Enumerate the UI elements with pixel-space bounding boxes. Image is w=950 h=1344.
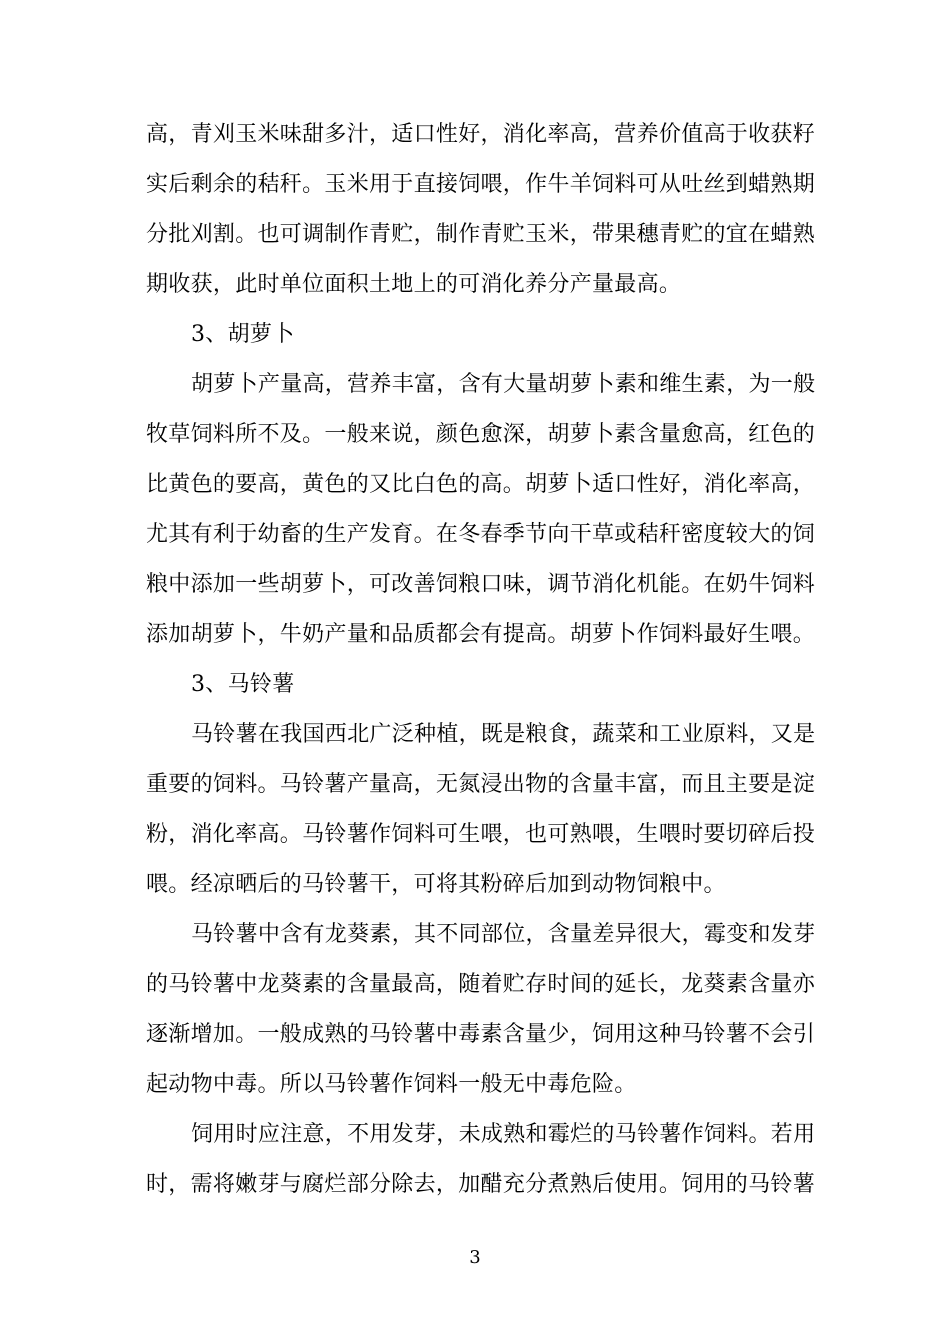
body-text-line: 尤其有利于幼畜的生产发育。在冬春季节向干草或秸秆密度较大的饲 <box>146 522 816 547</box>
section-heading-potato: 3、马铃薯 <box>191 672 295 697</box>
body-text-line: 饲用时应注意，不用发芽，未成熟和霉烂的马铃薯作饲料。若用 <box>191 1122 816 1147</box>
body-text-line: 比黄色的要高，黄色的又比白色的高。胡萝卜适口性好，消化率高， <box>146 472 816 497</box>
body-text-line: 起动物中毒。所以马铃薯作饲料一般无中毒危险。 <box>146 1072 637 1097</box>
body-text-line: 分批刈割。也可调制作青贮，制作青贮玉米，带果穗青贮的宜在蜡熟 <box>146 222 816 247</box>
body-text-line: 逐渐增加。一般成熟的马铃薯中毒素含量少，饲用这种马铃薯不会引 <box>146 1022 816 1047</box>
body-text-line: 粮中添加一些胡萝卜，可改善饲粮口味，调节消化机能。在奶牛饲料 <box>146 572 816 597</box>
section-heading-carrot: 3、胡萝卜 <box>191 322 295 347</box>
body-text-line: 重要的饲料。马铃薯产量高，无氮浸出物的含量丰富，而且主要是淀 <box>146 772 816 797</box>
page-number: 3 <box>469 1247 481 1268</box>
body-text-line: 添加胡萝卜，牛奶产量和品质都会有提高。胡萝卜作饲料最好生喂。 <box>146 622 816 647</box>
body-text-line: 马铃薯中含有龙葵素，其不同部位，含量差异很大，霉变和发芽 <box>191 922 816 947</box>
body-text-line: 牧草饲料所不及。一般来说，颜色愈深，胡萝卜素含量愈高，红色的 <box>146 422 816 447</box>
body-text-line: 实后剩余的秸秆。玉米用于直接饲喂，作牛羊饲料可从吐丝到蜡熟期 <box>146 172 816 197</box>
body-text-line: 胡萝卜产量高，营养丰富，含有大量胡萝卜素和维生素，为一般 <box>191 372 816 397</box>
body-text-line: 的马铃薯中龙葵素的含量最高，随着贮存时间的延长，龙葵素含量亦 <box>146 972 816 997</box>
body-text-line: 马铃薯在我国西北广泛种植，既是粮食，蔬菜和工业原料，又是 <box>191 722 816 747</box>
body-text-line: 时，需将嫩芽与腐烂部分除去，加醋充分煮熟后使用。饲用的马铃薯 <box>146 1172 816 1197</box>
body-text-line: 粉，消化率高。马铃薯作饲料可生喂，也可熟喂，生喂时要切碎后投 <box>146 822 816 847</box>
body-text-line: 高，青刈玉米味甜多汁，适口性好，消化率高，营养价值高于收获籽 <box>146 122 816 147</box>
body-text-line: 喂。经凉晒后的马铃薯干，可将其粉碎后加到动物饲粮中。 <box>146 872 726 897</box>
body-text-line: 期收获，此时单位面积土地上的可消化养分产量最高。 <box>146 272 682 297</box>
